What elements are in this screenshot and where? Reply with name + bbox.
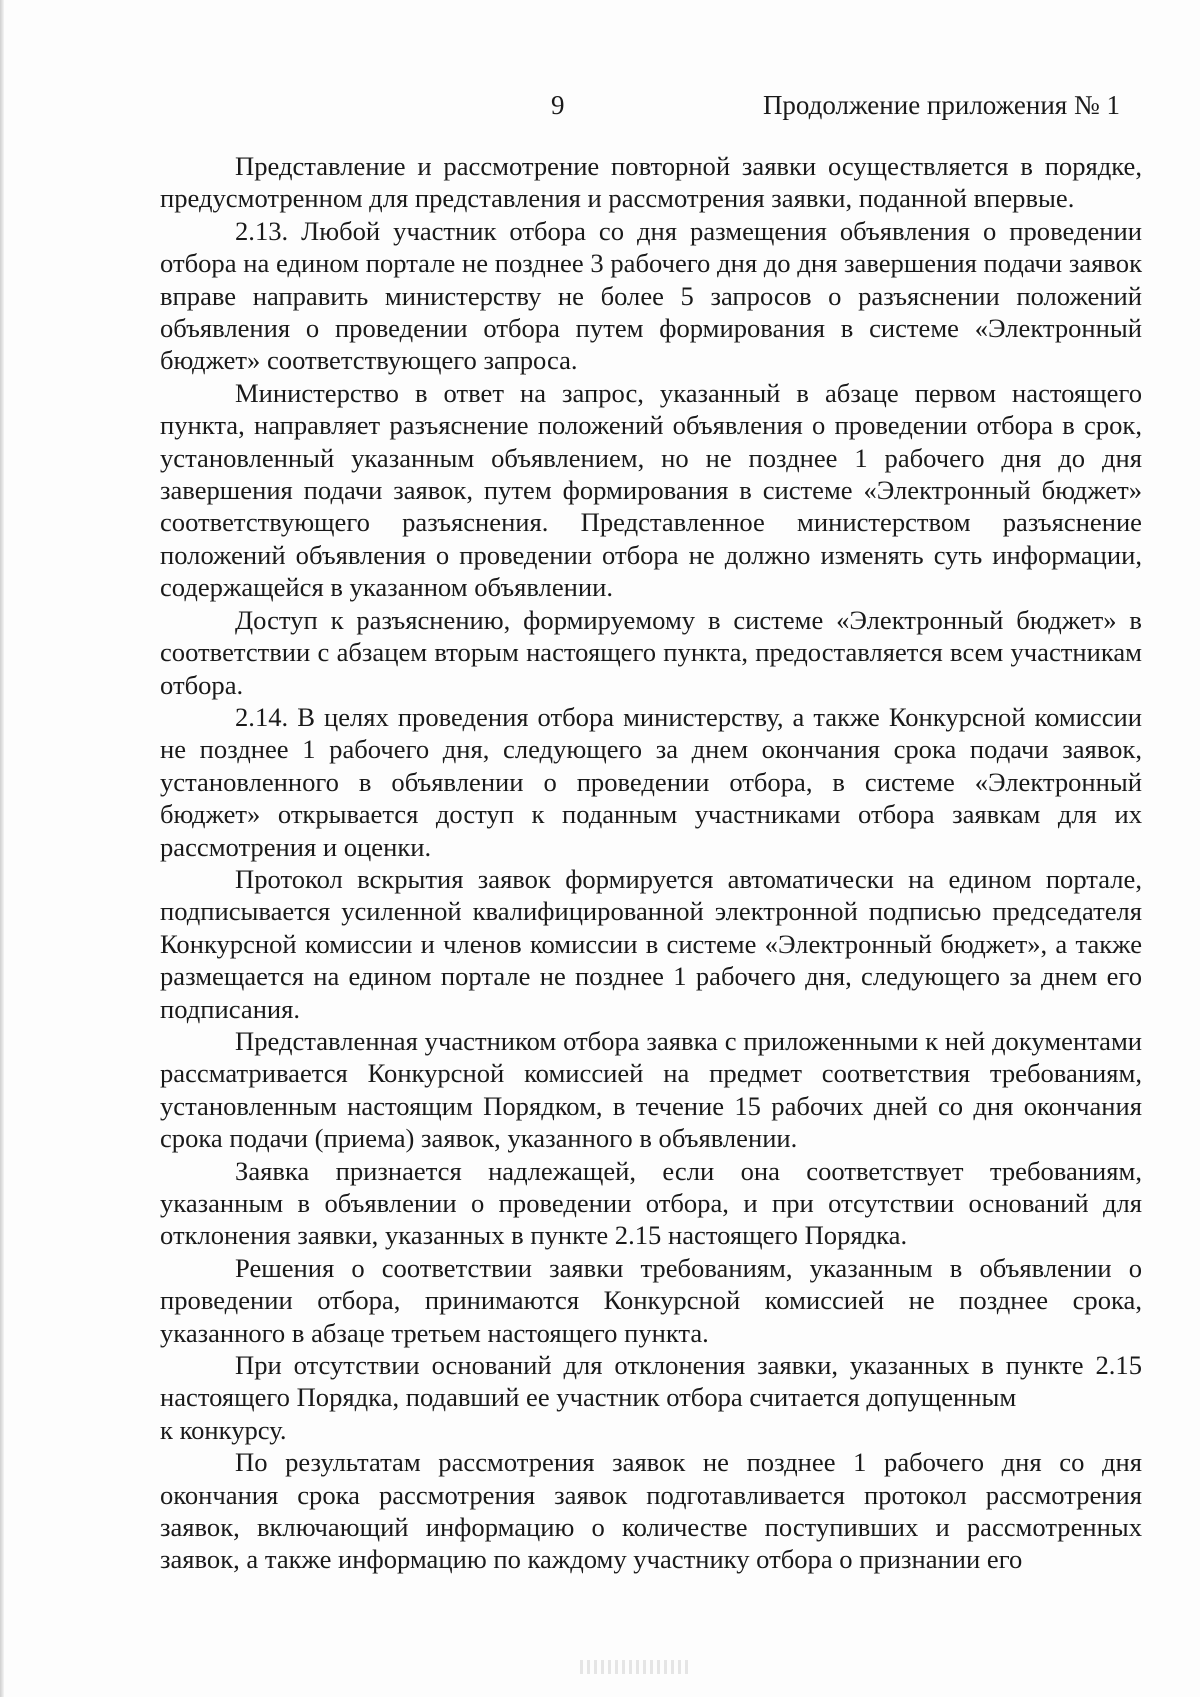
paragraph: Заявка признается надлежащей, если она соответствует требованиям, указанным в объявлении о проведении отбора, и при отсутствии оснований для отклонения заявки, указанных в пункте 2.15 настоящего Порядка. (160, 1155, 1142, 1251)
paragraph-2-13: 2.13. Любой участник отбора со дня размещения объявления о проведении отбора на едином портале не позднее 3 рабочего дня до дня завершения подачи заявок вправе направить министерству не более 5 запросов о разъяснении положений объявления о проведении отбора путем формирования в системе «Электронный бюджет» соответствующего запроса. (160, 215, 1142, 376)
paragraph: По результатам рассмотрения заявок не позднее 1 рабочего дня со дня окончания срока рассмотрения заявок подготавливается протокол рассмотрения заявок, включающий информацию о количестве поступивших и рассмотренных заявок, а также информацию по каждому участнику отбора о признании его (160, 1447, 1142, 1575)
paragraph-continuation: к конкурсу. (160, 1414, 287, 1445)
paragraph: Решения о соответствии заявки требованиям, указанным в объявлении о проведении отбора, принимаются Конкурсной комиссией не позднее срока, указанного в абзаце третьем настоящего пункта. (160, 1252, 1142, 1348)
paragraph: При отсутствии оснований для отклонения заявки, указанных в пункте 2.15 настоящего Порядка, подавший ее участник отбора считается допущенным (160, 1350, 1142, 1413)
document-body (160, 150, 1142, 1576)
paragraph: Доступ к разъяснению, формируемому в системе «Электронный бюджет» в соответствии с абзацем вторым настоящего пункта, предоставляется всем участникам отбора. (160, 604, 1142, 700)
paragraph: Протокол вскрытия заявок формируется автоматически на едином портале, подписывается усиленной квалифицированной электронной подписью председателя Конкурсной комиссии и членов комиссии в системе «Электронный бюджет», а также размещается на едином портале не позднее 1 рабочего дня, следующего за днем его подписания. (160, 863, 1142, 1024)
paragraph-2-14: 2.14. В целях проведения отбора министерству, а также Конкурсной комиссии не позднее 1 рабочего дня, следующего за днем окончания срока подачи заявок, установленного в объявлении о проведении отбора, в системе «Электронный бюджет» открывается доступ к поданным участниками отбора заявкам для их рассмотрения и оценки. (160, 701, 1142, 862)
appendix-continuation-label: Продолжение приложения № 1 (762, 90, 1120, 120)
paragraph: Министерство в ответ на запрос, указанный в абзаце первом настоящего пункта, направляет разъяснение положений объявления о проведении отбора в срок, установленный указанным объявлением, но не позднее 1 рабочего дня до дня завершения подачи заявок, путем формирования в системе «Электронный бюджет» соответствующего разъяснения. Представленное министерством разъяснение положений объявления о проведении отбора не должно изменять суть информации, содержащейся в указанном объявлении. (160, 377, 1142, 603)
scan-footer-mark (580, 1660, 690, 1674)
scan-edge (0, 0, 4, 1697)
page-number: 9 (551, 90, 565, 120)
paragraph: Представление и рассмотрение повторной заявки осуществляется в порядке, предусмотренном для представления и рассмотрения заявки, поданной впервые. (160, 151, 1142, 214)
paragraph: Представленная участником отбора заявка с приложенными к ней документами рассматривается Конкурсной комиссией на предмет соответствия требованиям, установленным настоящим Порядком, в течение 15 рабочих дней со дня окончания срока подачи (приема) заявок, указанного в объявлении. (160, 1025, 1142, 1154)
